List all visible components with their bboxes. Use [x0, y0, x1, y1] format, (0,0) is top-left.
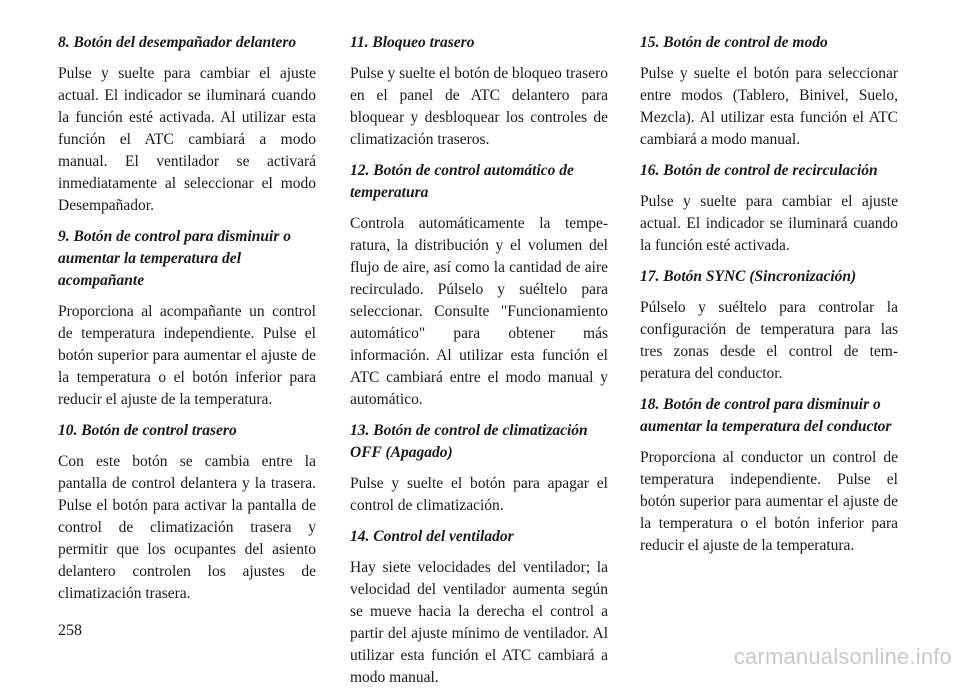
section-8: [58, 32, 316, 217]
section-body: Pulse y suelte para cambiar el ajuste actual. El indicador se iluminará cuando la función esté activada.: [640, 193, 898, 254]
section-body: Hay siete velocidades del ventilador; la velocidad del ventilador aumenta según se mueve hacia la derecha el control a partir del ajuste mínimo de ventilador. Al utilizar esta función el ATC cambiará a modo manual.: [350, 559, 608, 686]
section-body: Proporciona al conductor un control de temperatura independiente. Pulse el botón superior para aumentar el ajuste de la temperatura o el botón inferior para reducir el ajuste de la temperatura.: [640, 449, 898, 554]
text-column-3: [640, 32, 898, 566]
section-heading: 11. Bloqueo trasero: [350, 34, 475, 51]
section-11: [350, 32, 608, 151]
section-12: [350, 160, 608, 411]
section-heading: 12. Botón de control automático de temperatura: [350, 162, 574, 201]
section-heading: 14. Control del ventilador: [350, 528, 514, 545]
section-18: [640, 394, 898, 557]
section-15: [640, 32, 898, 151]
section-body: Pulse y suelte el botón para seleccionar entre modos (Tablero, Binivel, Suelo, Mezcla). Al utilizar esta función el ATC cambiará a modo manual.: [640, 65, 898, 148]
section-9: [58, 226, 316, 411]
section-14: [350, 526, 608, 689]
section-heading: 9. Botón de control para disminuir o aumentar la temperatura del acompañante: [58, 228, 291, 289]
section-17: [640, 266, 898, 385]
section-body: Controla automáticamente la temperatura, la distribución y el volumen del flujo de aire, así como la cantidad de aire recirculado. Púlselo y suéltelo para seleccionar. Consulte "Funcionamiento automático" para obtener más información. Al utilizar esta función el ATC cambiará entre el modo manual y automático.: [350, 215, 608, 408]
section-13: [350, 420, 608, 517]
section-heading: 15. Botón de control de modo: [640, 34, 828, 51]
section-body: Pulse y suelte el botón para apagar el control de climatización.: [350, 475, 608, 514]
section-body: Con este botón se cambia entre la pantalla de control delantera y la trasera. Pulse el botón para activar la pantalla de control de climatización trasera y permitir que los ocupantes del asiento delantero controlen los ajustes de climatización trasera.: [58, 453, 316, 602]
section-10: [58, 420, 316, 605]
page-number: 258: [58, 622, 82, 639]
section-heading: 8. Botón del desempañador delantero: [58, 34, 297, 51]
section-heading: 18. Botón de control para disminuir o aumentar la temperatura del conductor: [640, 396, 892, 435]
section-heading: 17. Botón SYNC (Sincronización): [640, 268, 857, 285]
section-heading: 16. Botón de control de recirculación: [640, 162, 878, 179]
section-body: Proporciona al acompañante un control de temperatura independiente. Pulse el botón superior para aumentar el ajuste de la temperatura o el botón inferior para reducir el ajuste de la temperatura.: [58, 303, 316, 408]
section-heading: 10. Botón de control trasero: [58, 422, 237, 439]
watermark: carmanualsonline.info: [733, 644, 952, 669]
section-16: [640, 160, 898, 257]
section-body: Púlselo y suéltelo para controlar la configuración de temperatura para las tres zonas desde el control de temperatura del conductor.: [640, 299, 898, 382]
section-body: Pulse y suelte el botón de bloqueo trasero en el panel de ATC delantero para bloquear y desbloquear los controles de climatización traseros.: [350, 65, 608, 148]
text-column-1: [58, 32, 316, 614]
section-body: Pulse y suelte para cambiar el ajuste actual. El indicador se iluminará cuando la función esté activada. Al utilizar esta función el ATC cambiará a modo manual. El ventilador se activará inmediatamente al seleccionar el modo Desempañador.: [58, 65, 316, 214]
text-column-2: [350, 32, 608, 698]
section-heading: 13. Botón de control de climatización OFF (Apagado): [350, 422, 588, 461]
